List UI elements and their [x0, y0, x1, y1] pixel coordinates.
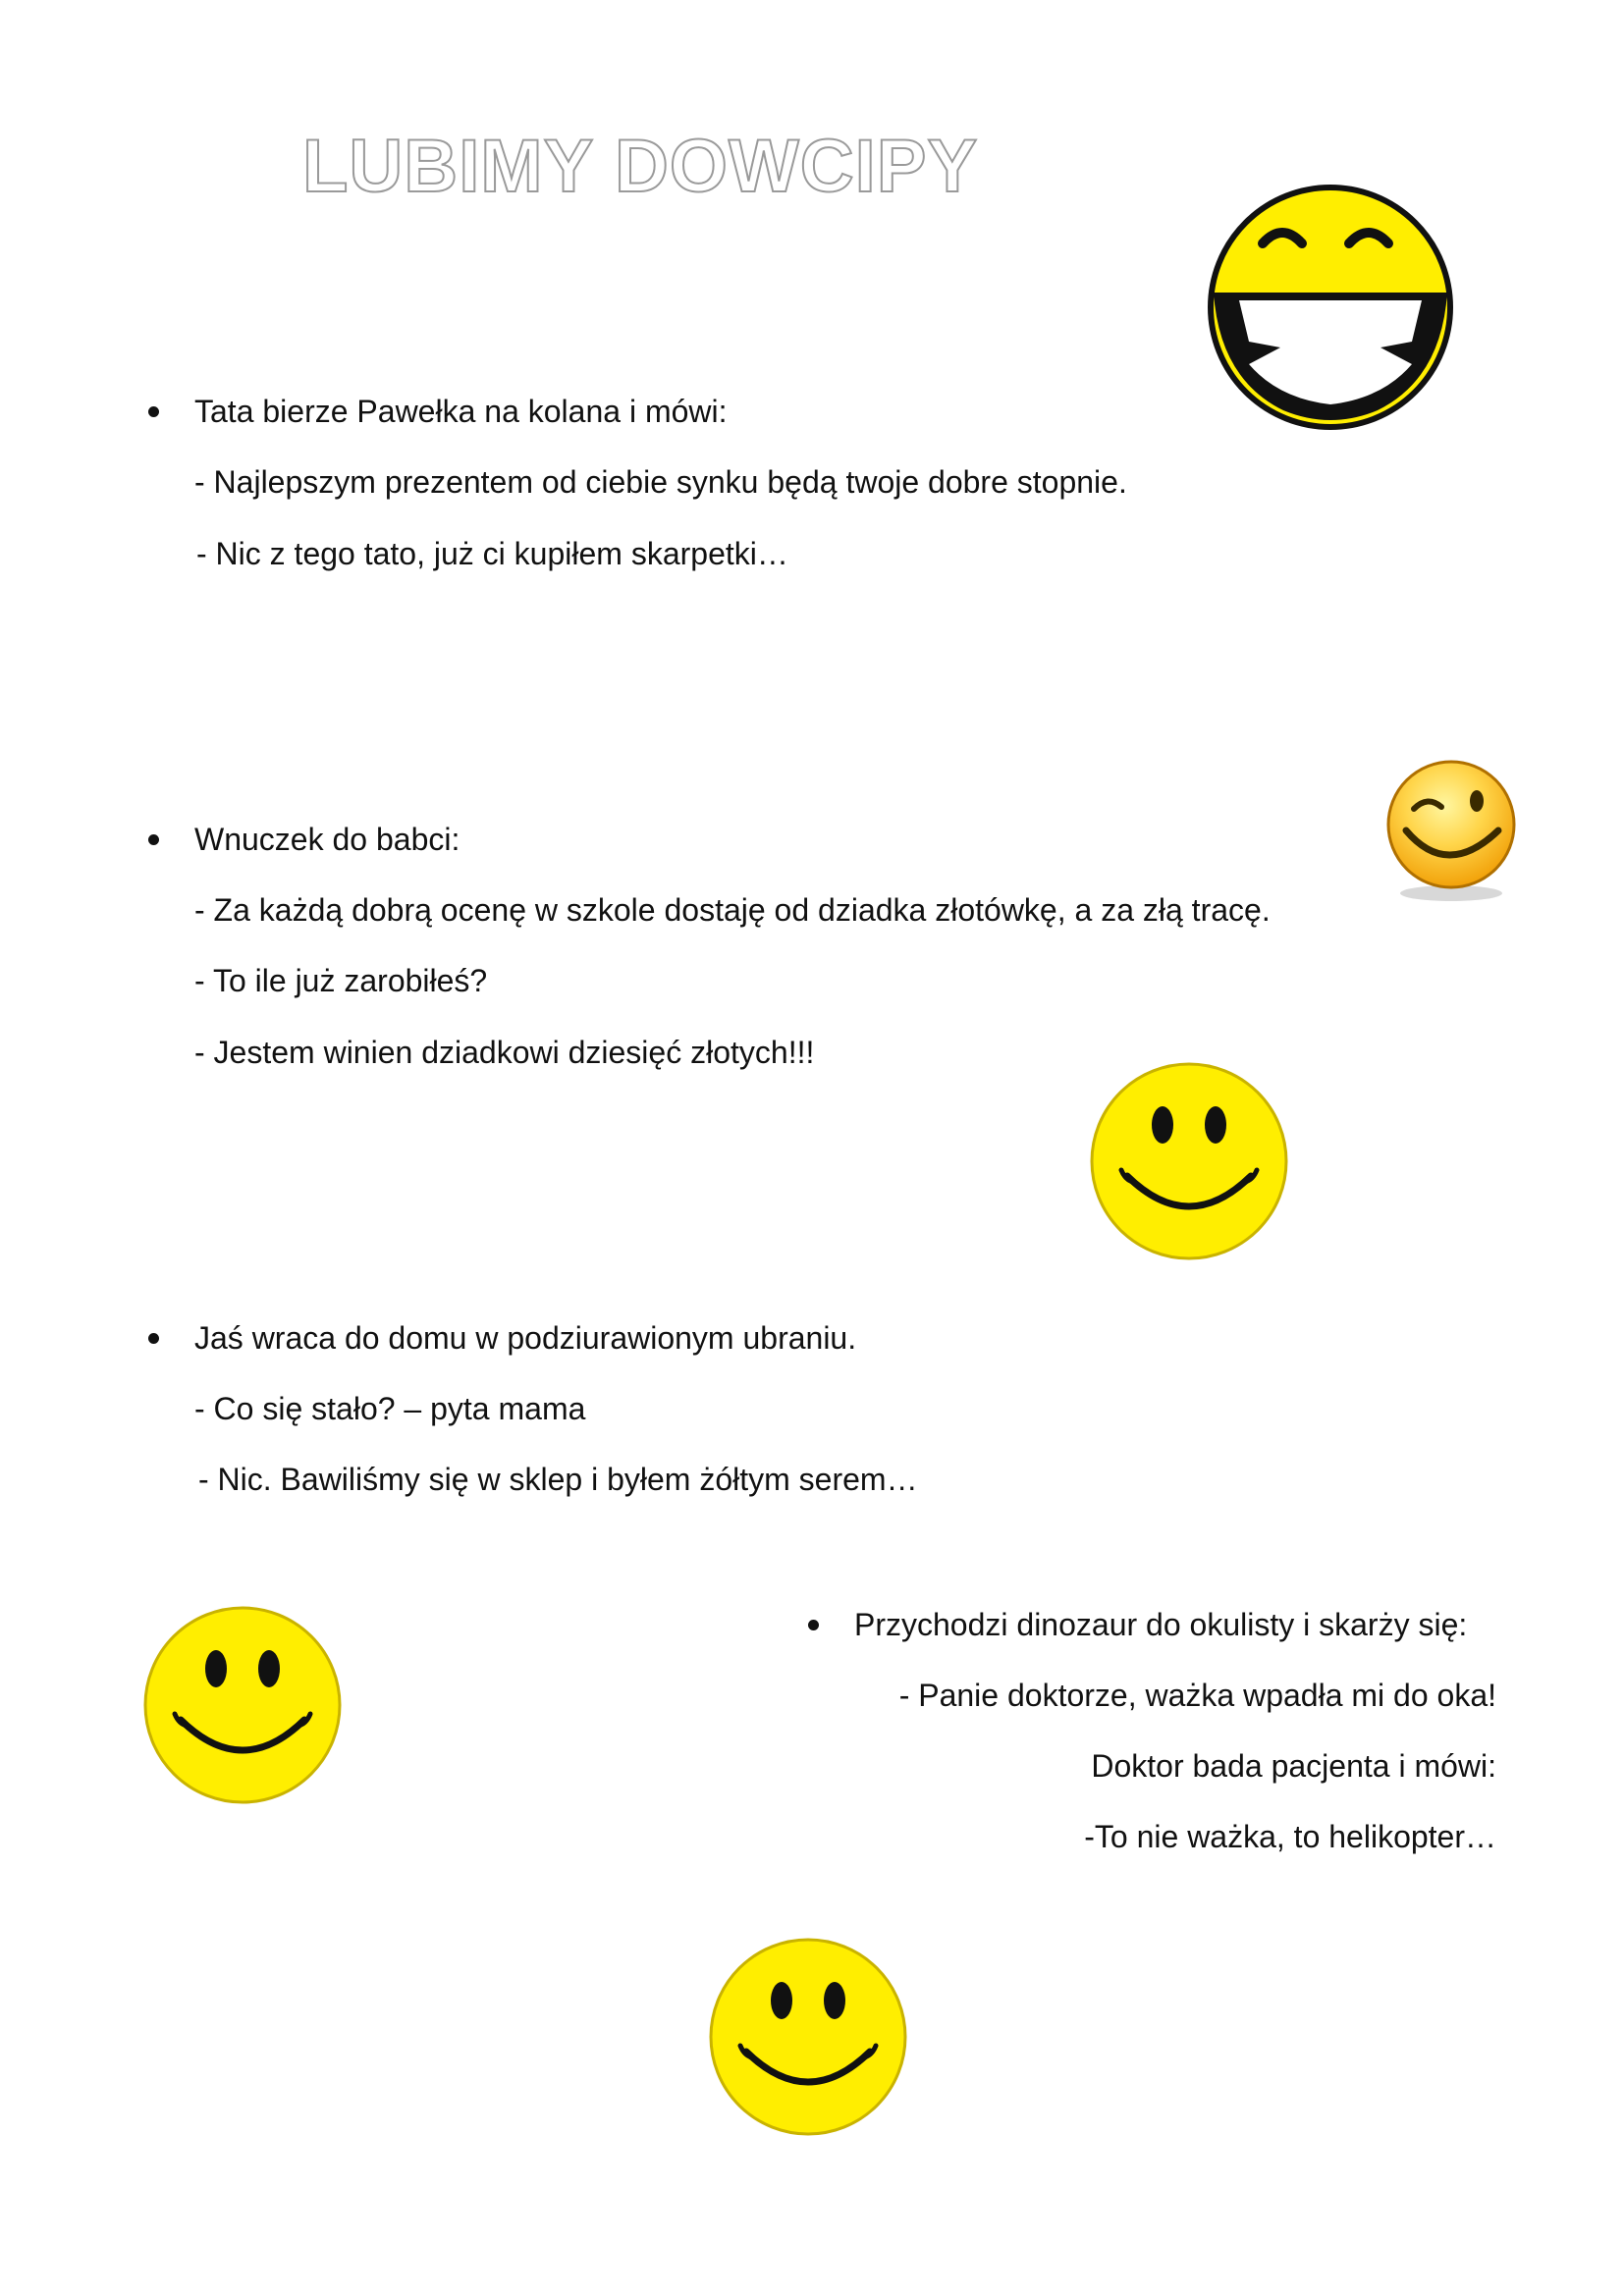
joke-4-line-3: Doktor bada pacjenta i mówi:	[1091, 1748, 1496, 1784]
smiley-icon	[141, 1604, 344, 1806]
page-title: LUBIMY DOWCIPY	[302, 125, 979, 208]
wink-smiley-icon	[1382, 758, 1520, 903]
joke-2-line-2: - Za każdą dobrą ocenę w szkole dostaję od dziadka złotówkę, a za złą tracę.	[194, 892, 1271, 928]
joke-4-line-2: - Panie doktorze, ważka wpadła mi do oka!	[898, 1678, 1496, 1713]
joke-1-line-1: Tata bierze Pawełka na kolana i mówi:	[194, 394, 728, 429]
joke-1-line-3: - Nic z tego tato, już ci kupiłem skarpetki…	[196, 536, 788, 571]
bullet-icon	[148, 834, 159, 845]
joke-4-line-1: Przychodzi dinozaur do okulisty i skarży się:	[854, 1607, 1468, 1642]
joke-3-line-2: - Co się stało? – pyta mama	[194, 1391, 586, 1426]
joke-3-line-3: - Nic. Bawiliśmy się w sklep i byłem żółtym serem…	[198, 1462, 918, 1497]
bullet-icon	[808, 1620, 819, 1630]
smiley-icon	[707, 1936, 909, 2138]
bullet-icon	[148, 1333, 159, 1344]
joke-2-line-3: - To ile już zarobiłeś?	[194, 963, 488, 998]
bullet-icon	[148, 406, 159, 417]
joke-2-line-4: - Jestem winien dziadkowi dziesięć złotych!!!	[194, 1035, 815, 1070]
laughing-smiley-icon	[1206, 183, 1455, 432]
joke-1-line-2: - Najlepszym prezentem od ciebie synku będą twoje dobre stopnie.	[194, 464, 1127, 500]
joke-4-line-4: -To nie ważka, to helikopter…	[1084, 1819, 1496, 1854]
smiley-icon	[1088, 1060, 1290, 1262]
joke-2-line-1: Wnuczek do babci:	[194, 822, 460, 857]
joke-3-line-1: Jaś wraca do domu w podziurawionym ubraniu.	[194, 1320, 857, 1356]
